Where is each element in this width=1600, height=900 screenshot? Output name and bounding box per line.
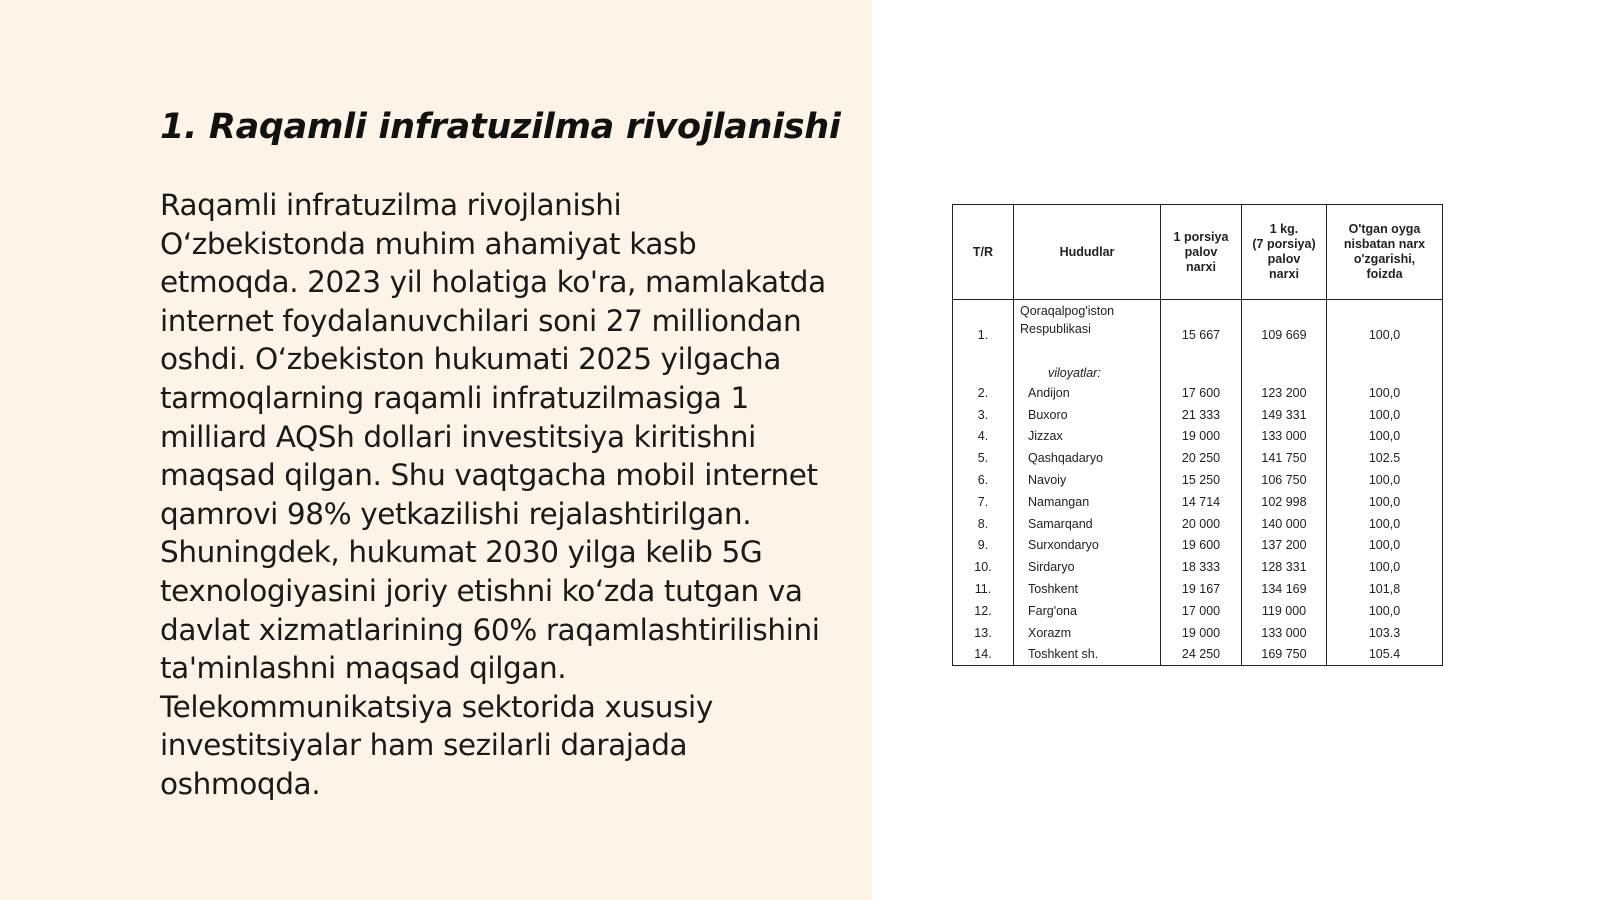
header-kg-price: 1 kg. (7 porsiya) palov narxi	[1242, 205, 1327, 300]
row-number: 6.	[953, 469, 1014, 491]
row-region: Surxondaryo	[1014, 535, 1161, 557]
row-kg-price: 137 200	[1242, 535, 1327, 557]
table-row	[953, 426, 1443, 448]
table-row	[953, 469, 1443, 491]
row-number: 10.	[953, 556, 1014, 578]
row-portion-price: 18 333	[1161, 556, 1242, 578]
row-number: 8.	[953, 513, 1014, 535]
table-row	[953, 535, 1443, 557]
row-kg-price: 106 750	[1242, 469, 1327, 491]
row-portion-price: 15 250	[1161, 469, 1242, 491]
row-portion-price: 20 000	[1161, 513, 1242, 535]
row-region: Xorazm	[1014, 622, 1161, 644]
row-price-change: 100,0	[1327, 426, 1443, 448]
row-region: Navoiy	[1014, 469, 1161, 491]
row-region: Qoraqalpog'iston Respublikasi	[1014, 300, 1161, 365]
row-kg-price: 102 998	[1242, 491, 1327, 513]
row-price-change: 103.3	[1327, 622, 1443, 644]
row-kg-price: 140 000	[1242, 513, 1327, 535]
row-price-change: 100,0	[1327, 491, 1443, 513]
subheader-label: viloyatlar:	[1014, 364, 1161, 382]
row-region: Qashqadaryo	[1014, 447, 1161, 469]
header-portion-price: 1 porsiya palov narxi	[1161, 205, 1242, 300]
table-row	[953, 404, 1443, 426]
table-row	[953, 622, 1443, 644]
table-header-row	[953, 205, 1443, 300]
row-portion-price: 17 600	[1161, 382, 1242, 404]
row-number: 13.	[953, 622, 1014, 644]
row-number: 2.	[953, 382, 1014, 404]
row-region: Sirdaryo	[1014, 556, 1161, 578]
row-portion-price: 15 667	[1161, 300, 1242, 365]
row-kg-price: 133 000	[1242, 426, 1327, 448]
row-price-change: 100,0	[1327, 404, 1443, 426]
row-price-change: 100,0	[1327, 300, 1443, 365]
row-region: Buxoro	[1014, 404, 1161, 426]
row-region: Samarqand	[1014, 513, 1161, 535]
row-kg-price: 149 331	[1242, 404, 1327, 426]
row-kg-price: 109 669	[1242, 300, 1327, 365]
row-portion-price: 19 000	[1161, 426, 1242, 448]
row-region: Andijon	[1014, 382, 1161, 404]
row-kg-price: 169 750	[1242, 644, 1327, 666]
row-price-change: 101,8	[1327, 578, 1443, 600]
row-kg-price: 119 000	[1242, 600, 1327, 622]
header-price-change: O'tgan oyga nisbatan narx o'zgarishi, foizda	[1327, 205, 1443, 300]
row-number: 12.	[953, 600, 1014, 622]
row-number: 9.	[953, 535, 1014, 557]
row-number: 7.	[953, 491, 1014, 513]
row-portion-price: 14 714	[1161, 491, 1242, 513]
row-number: 14.	[953, 644, 1014, 666]
row-portion-price: 21 333	[1161, 404, 1242, 426]
table-row	[953, 447, 1443, 469]
row-region: Toshkent sh.	[1014, 644, 1161, 666]
row-price-change: 100,0	[1327, 600, 1443, 622]
table-row	[953, 491, 1443, 513]
row-price-change: 100,0	[1327, 513, 1443, 535]
row-portion-price: 17 000	[1161, 600, 1242, 622]
table-row	[953, 300, 1443, 365]
table-row	[953, 513, 1443, 535]
table-row	[953, 600, 1443, 622]
palov-price-table-image	[952, 204, 1442, 662]
row-region: Toshkent	[1014, 578, 1161, 600]
row-region: Namangan	[1014, 491, 1161, 513]
row-region: Farg'ona	[1014, 600, 1161, 622]
row-kg-price: 133 000	[1242, 622, 1327, 644]
row-portion-price: 24 250	[1161, 644, 1242, 666]
row-kg-price: 123 200	[1242, 382, 1327, 404]
row-portion-price: 19 600	[1161, 535, 1242, 557]
row-price-change: 102.5	[1327, 447, 1443, 469]
row-portion-price: 20 250	[1161, 447, 1242, 469]
row-kg-price: 141 750	[1242, 447, 1327, 469]
row-number: 3.	[953, 404, 1014, 426]
row-price-change: 100,0	[1327, 469, 1443, 491]
row-kg-price: 128 331	[1242, 556, 1327, 578]
slide-heading: 1. Raqamli infratuzilma rivojlanishi	[160, 107, 841, 147]
table-row	[953, 578, 1443, 600]
slide-paragraph: Raqamli infratuzilma rivojlanishi Oʻzbekistonda muhim ahamiyat kasb etmoqda. 2023 yil holatiga ko'ra, mamlakatda internet foydalanuvchilari soni 27 milliondan oshdi. Oʻzbekiston hukumati 2025 yilgacha tarmoqlarning raqamli infratuzilmasiga 1 milliard AQSh dollari investitsiya kiritishni maqsad qilgan. Shu vaqtgacha mobil internet qamrovi 98% yetkazilishi rejalashtirilgan. Shuningdek, hukumat 2030 yilga kelib 5G texnologiyasini joriy etishni koʻzda tutgan va davlat xizmatlarining 60% raqamlashtirilishini ta'minlashni maqsad qilgan. Telekommunikatsiya sektorida xususiy investitsiyalar ham sezilarli darajada oshmoqda.	[160, 188, 826, 801]
palov-price-table	[952, 204, 1443, 666]
row-portion-price: 19 167	[1161, 578, 1242, 600]
row-number: 11.	[953, 578, 1014, 600]
header-region: Hududlar	[1014, 205, 1161, 300]
row-region: Jizzax	[1014, 426, 1161, 448]
row-number: 4.	[953, 426, 1014, 448]
row-kg-price: 134 169	[1242, 578, 1327, 600]
row-price-change: 105.4	[1327, 644, 1443, 666]
header-number: T/R	[953, 205, 1014, 300]
table-row	[953, 382, 1443, 404]
row-price-change: 100,0	[1327, 535, 1443, 557]
table-row	[953, 556, 1443, 578]
row-price-change: 100,0	[1327, 556, 1443, 578]
table-row	[953, 644, 1443, 666]
row-price-change: 100,0	[1327, 382, 1443, 404]
row-portion-price: 19 000	[1161, 622, 1242, 644]
table-subheader-row	[953, 364, 1443, 382]
row-number: 1.	[953, 300, 1014, 365]
row-number: 5.	[953, 447, 1014, 469]
